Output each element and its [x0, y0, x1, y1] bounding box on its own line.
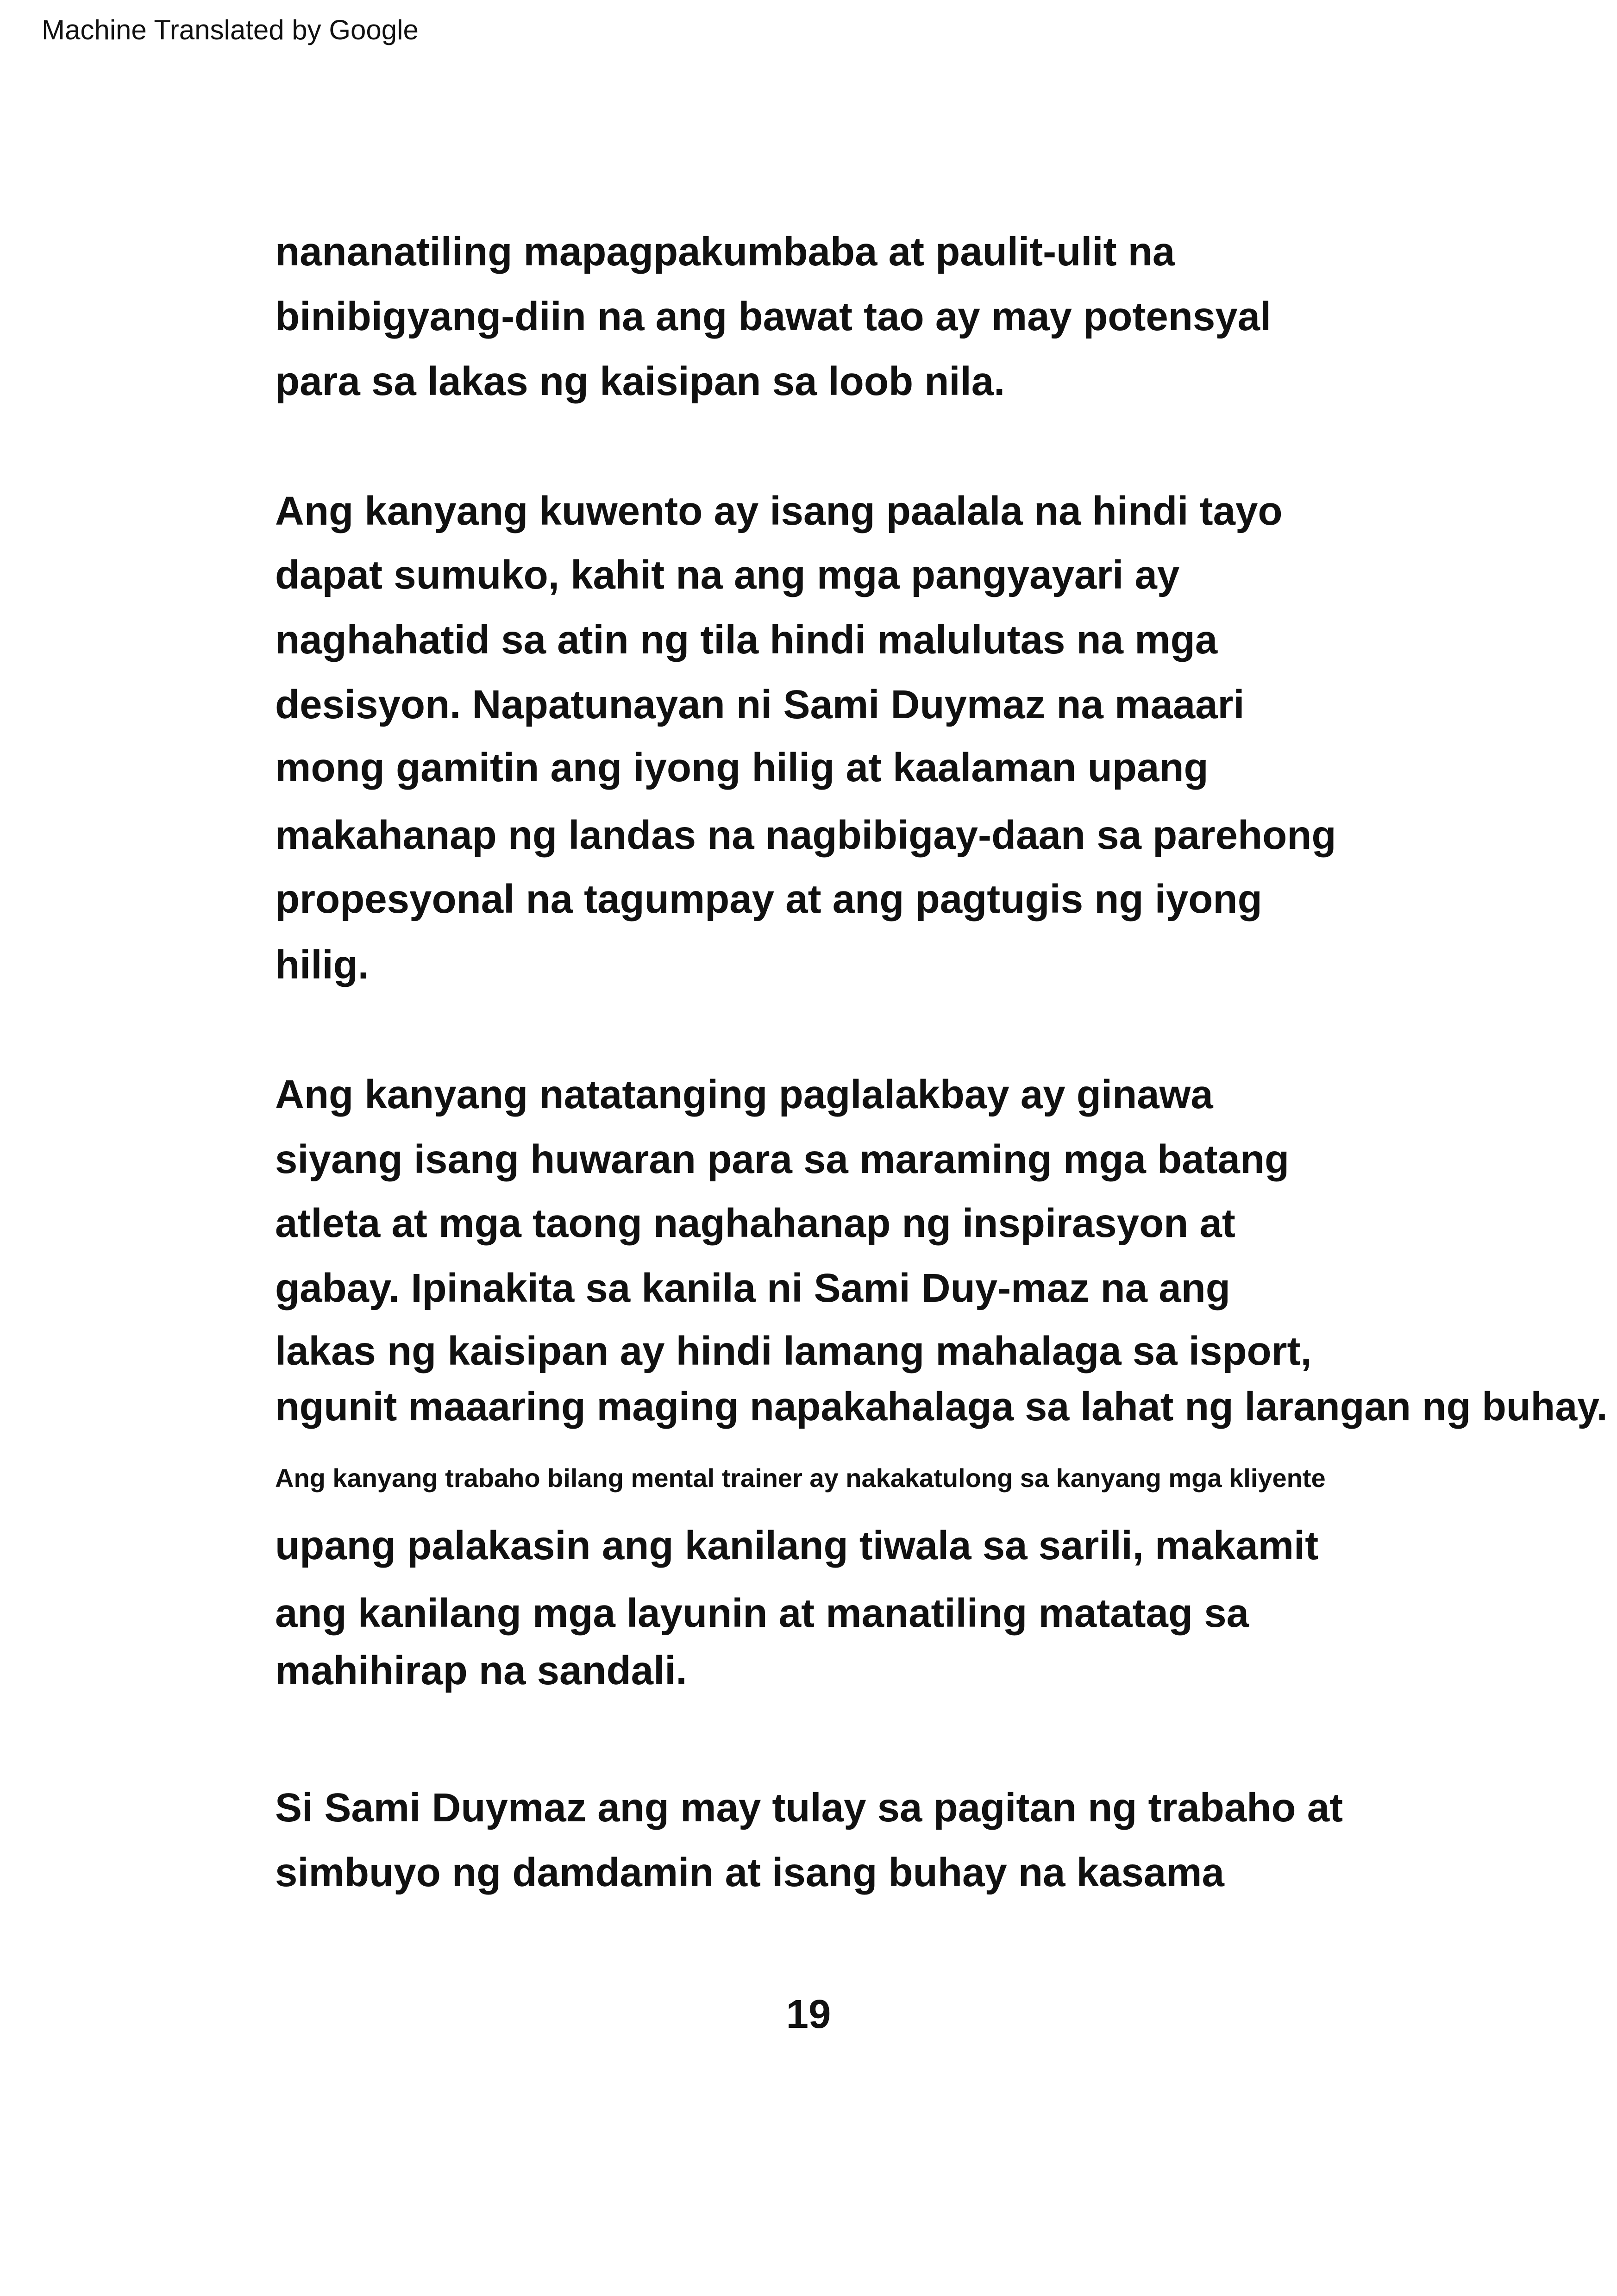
paragraph-2-line-2: dapat sumuko, kahit na ang mga pangyayari ay	[275, 552, 1180, 597]
paragraph-3-line-4: gabay. Ipinakita sa kanila ni Sami Duy-maz na ang	[275, 1266, 1230, 1311]
paragraph-1-line-3: para sa lakas ng kaisipan sa loob nila.	[275, 359, 1005, 404]
paragraph-2-line-7: propesyonal na tagumpay at ang pagtugis ng iyong	[275, 877, 1262, 922]
paragraph-4-line-1: Si Sami Duymaz ang may tulay sa pagitan ng trabaho at	[275, 1785, 1343, 1830]
paragraph-3-line-6: ngunit maaaring maging napakahalaga sa lahat ng larangan ng buhay.	[275, 1384, 1608, 1429]
machine-translation-watermark: Machine Translated by Google	[42, 14, 419, 45]
paragraph-2-line-8: hilig.	[275, 942, 369, 987]
paragraph-2-line-4: desisyon. Napatunayan ni Sami Duymaz na maaari	[275, 682, 1245, 727]
paragraph-2-line-3: naghahatid sa atin ng tila hindi malulutas na mga	[275, 617, 1218, 662]
paragraph-3-line-7: Ang kanyang trabaho bilang mental trainer ay nakakatulong sa kanyang mga kliyente	[275, 1463, 1326, 1493]
paragraph-3-line-5: lakas ng kaisipan ay hindi lamang mahalaga sa isport,	[275, 1329, 1312, 1374]
paragraph-4-line-2: simbuyo ng damdamin at isang buhay na kasama	[275, 1850, 1224, 1895]
paragraph-3-line-2: siyang isang huwaran para sa maraming mga batang	[275, 1137, 1290, 1182]
paragraph-3-line-9: ang kanilang mga layunin at manatiling matatag sa	[275, 1591, 1249, 1636]
paragraph-3-line-1: Ang kanyang natatanging paglalakbay ay ginawa	[275, 1072, 1213, 1117]
paragraph-3-line-8: upang palakasin ang kanilang tiwala sa sarili, makamit	[275, 1523, 1319, 1568]
paragraph-2-line-6: makahanap ng landas na nagbibigay-daan sa parehong	[275, 813, 1336, 858]
page-number: 19	[786, 1992, 831, 2037]
paragraph-3-line-10: mahihirap na sandali.	[275, 1648, 687, 1693]
paragraph-1-line-2: binibigyang-diin na ang bawat tao ay may potensyal	[275, 294, 1272, 339]
paragraph-2-line-1: Ang kanyang kuwento ay isang paalala na hindi tayo	[275, 489, 1283, 533]
paragraph-3-line-3: atleta at mga taong naghahanap ng inspirasyon at	[275, 1201, 1235, 1246]
paragraph-2-line-5: mong gamitin ang iyong hilig at kaalaman upang	[275, 745, 1209, 790]
paragraph-1-line-1: nananatiling mapagpakumbaba at paulit-ulit na	[275, 229, 1175, 274]
